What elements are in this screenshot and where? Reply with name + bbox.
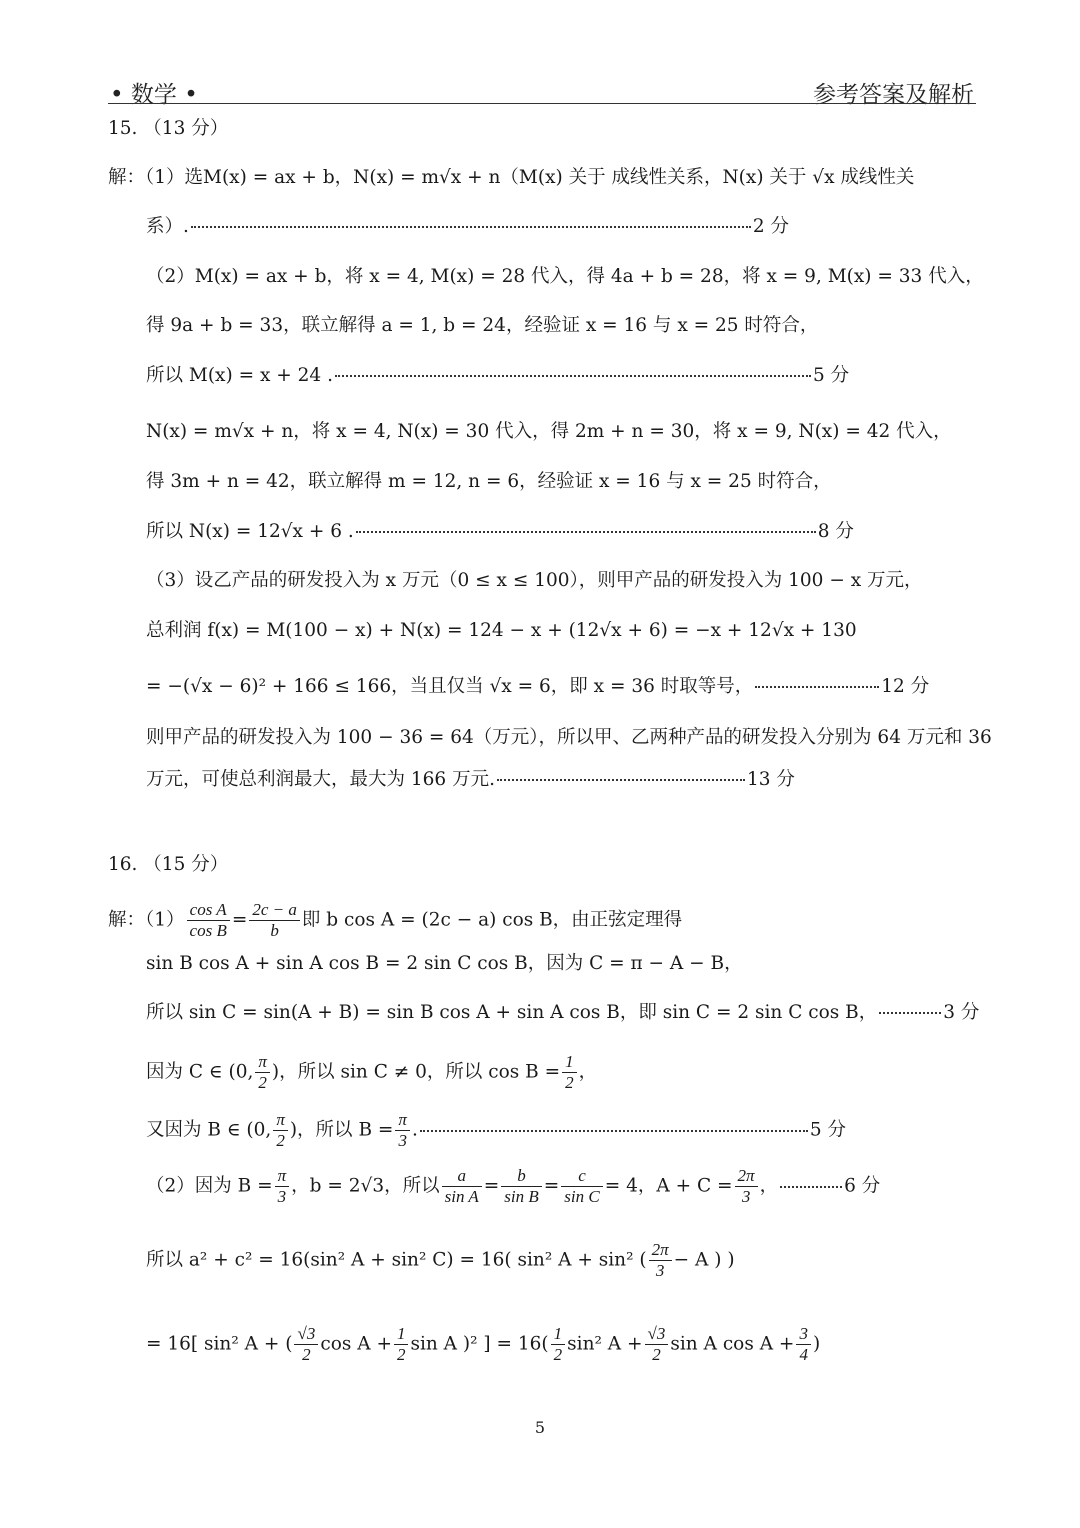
q15-line-7: 得 3m + n = 42，联立解得 m = 12, n = 6，经验证 x = 16 与 x = 25 时符合， <box>146 471 832 492</box>
q16-line-4-text: )，所以 sin C ≠ 0，所以 cos B = <box>271 1061 561 1083</box>
fraction <box>735 1166 758 1207</box>
dot-leader <box>191 226 751 228</box>
q16-line-3-text: 所以 sin C = sin(A + B) = sin B cos A + sin A cos B，即 sin C = 2 sin C cos B， <box>146 1002 878 1023</box>
numerator: 2π <box>735 1166 758 1187</box>
numerator: π <box>273 1110 288 1131</box>
q15-line-9: （3）设乙产品的研发投入为 x 万元（0 ≤ x ≤ 100），则甲产品的研发投入为 100 − x 万元， <box>146 570 923 591</box>
q16-line-4-text: 因为 C ∈ (0, <box>146 1061 254 1083</box>
numerator: 3 <box>796 1324 811 1345</box>
numerator: 2π <box>649 1240 672 1261</box>
fraction <box>187 900 230 941</box>
denominator: sin B <box>504 1187 539 1206</box>
numerator: π <box>275 1166 290 1187</box>
q16-line-7 <box>146 1240 735 1281</box>
q16-line-3 <box>146 999 979 1027</box>
q16-line-5-text: )，所以 B = <box>289 1119 394 1141</box>
q16-line-5 <box>146 1110 846 1151</box>
fraction <box>645 1324 669 1365</box>
q16-line-8-text: sin A cos A + <box>670 1333 795 1355</box>
score-mark: 12 分 <box>881 676 930 697</box>
numerator: a <box>442 1166 482 1187</box>
denominator: 2 <box>652 1345 661 1364</box>
numerator: b <box>501 1166 541 1187</box>
denominator: 2 <box>396 1345 406 1364</box>
denominator: 4 <box>799 1345 808 1364</box>
score-mark: 6 分 <box>844 1175 881 1197</box>
q15-line-4: 得 9a + b = 33，联立解得 a = 1, b = 24，经验证 x = 16 与 x = 25 时符合， <box>146 315 819 336</box>
denominator: 3 <box>741 1187 751 1206</box>
score-mark: 2 分 <box>752 216 790 237</box>
dot-leader <box>335 375 811 377</box>
numerator: 2c − a <box>249 900 300 921</box>
q15-line-3: （2）M(x) = ax + b，将 x = 4, M(x) = 28 代入，得 4a + b = 28，将 x = 9, M(x) = 33 代入， <box>146 266 984 287</box>
q16-line-8-text: ) <box>812 1333 821 1355</box>
numerator: 1 <box>551 1324 566 1345</box>
q15-line-11-text: = −(√x − 6)² + 166 ≤ 166，当且仅当 √x = 6，即 x = 36 时取等号， <box>146 676 754 697</box>
numerator: 1 <box>562 1052 577 1073</box>
fraction <box>562 1052 577 1093</box>
denominator: sin A <box>444 1187 479 1206</box>
q15-title: 15. （13 分） <box>108 118 229 139</box>
denominator: sin C <box>564 1187 600 1206</box>
q15-line-6: N(x) = m√x + n，将 x = 4, N(x) = 30 代入，得 2m + n = 30，将 x = 9, N(x) = 42 代入， <box>146 421 952 442</box>
q16-line-8-text: cos A + <box>320 1333 392 1355</box>
fraction <box>294 1324 318 1365</box>
fraction <box>395 1110 410 1151</box>
numerator: c <box>561 1166 602 1187</box>
fraction <box>275 1166 290 1207</box>
score-mark: 5 分 <box>809 1119 846 1141</box>
q16-line-1-text: 即 b cos A = (2c − a) cos B，由正弦定理得 <box>301 909 683 931</box>
q16-line-8 <box>146 1324 820 1365</box>
q15-line-1: 解：（1）选M(x) = ax + b，N(x) = m√x + n（M(x) 关于 成线性关系，N(x) 关于 √x 成线性关 <box>108 167 915 188</box>
denominator: 2 <box>276 1131 285 1150</box>
denominator: 3 <box>655 1261 665 1280</box>
q15-line-2 <box>146 213 789 241</box>
numerator: √3 <box>645 1324 669 1345</box>
fraction <box>796 1324 811 1365</box>
denominator: 3 <box>398 1131 407 1150</box>
fraction <box>561 1166 602 1207</box>
numerator: cos A <box>187 900 230 921</box>
fraction <box>649 1240 672 1281</box>
denominator: 2 <box>302 1345 311 1364</box>
q16-line-8-text: sin² A + <box>567 1333 643 1355</box>
denominator: b <box>270 921 279 940</box>
dot-leader <box>879 1012 941 1014</box>
q16-line-1-label: 解：（1） <box>108 909 185 931</box>
q16-line-6: （2）因为 B = $\frac{\pi}{3}$ ，b = 2√3，所以 $\frac{a}{\text{sin A}}$ = $\frac{b}{\text{sin B}}$ = $\frac{c}{\text{sin C}}$ = 4，A + C = $\frac{2\pi}{3}$ ， 6 分 <box>146 1166 881 1206</box>
q16-line-6-text: ， <box>759 1175 779 1197</box>
q16-line-1 <box>108 900 682 941</box>
numerator: π <box>255 1052 270 1073</box>
dot-leader <box>497 779 745 781</box>
fraction <box>501 1166 541 1207</box>
q15-line-10: 总利润 f(x) = M(100 − x) + N(x) = 124 − x + (12√x + 6) = −x + 12√x + 130 <box>146 620 857 641</box>
q15-line-11 <box>146 673 929 701</box>
header-title: 参考答案及解析 <box>813 82 974 108</box>
header-subject: • 数学 • <box>110 82 198 108</box>
denominator: 2 <box>553 1345 563 1364</box>
equals-sign: = <box>231 909 248 931</box>
dot-leader <box>420 1130 808 1132</box>
numerator: π <box>395 1110 410 1131</box>
q15-line-8-text: 所以 N(x) = 12√x + 6 . <box>146 521 354 542</box>
numerator: 1 <box>394 1324 409 1345</box>
q16-line-5-text: 又因为 B ∈ (0, <box>146 1119 272 1141</box>
q16-line-6-text: = 4，A + C = <box>604 1175 733 1197</box>
denominator: cos B <box>189 921 227 940</box>
q16-line-4-text: ， <box>578 1061 598 1083</box>
dot-leader <box>780 1186 842 1188</box>
score-mark: 5 分 <box>812 365 850 386</box>
q16-line-8-text: = 16[ sin² A + ( <box>146 1333 293 1355</box>
fraction <box>394 1324 409 1365</box>
q16-line-6-text: （2）因为 B = <box>146 1175 273 1197</box>
dot-leader <box>356 531 816 533</box>
q15-line-13-text: 万元，可使总利润最大，最大为 166 万元. <box>146 769 495 790</box>
q15-line-2-text: 系）. <box>146 216 189 237</box>
denominator: 2 <box>565 1073 574 1092</box>
denominator: 3 <box>277 1187 287 1206</box>
q15-line-5-text: 所以 M(x) = x + 24 . <box>146 365 333 386</box>
q15-line-8 <box>146 518 854 546</box>
fraction <box>442 1166 482 1207</box>
score-mark: 8 分 <box>817 521 854 542</box>
header-rule <box>108 103 976 104</box>
q16-line-6-text: ，b = 2√3，所以 <box>291 1175 440 1197</box>
q16-line-7-text: 所以 a² + c² = 16(sin² A + sin² C) = 16( sin² A + sin² ( <box>146 1249 647 1271</box>
q15-line-5 <box>146 362 849 390</box>
score-mark: 13 分 <box>746 769 795 790</box>
q16-line-5-text: . <box>411 1119 418 1141</box>
score-mark: 3 分 <box>943 1002 980 1023</box>
q15-line-13 <box>146 766 795 794</box>
q16-line-4 <box>146 1052 597 1093</box>
fraction <box>273 1110 288 1151</box>
q16-line-2: sin B cos A + sin A cos B = 2 sin C cos B，因为 C = π − A − B， <box>146 953 743 974</box>
q15-line-12: 则甲产品的研发投入为 100 − 36 = 64（万元），所以甲、乙两种产品的研发投入分别为 64 万元和 36 <box>146 727 992 748</box>
denominator: 2 <box>258 1073 267 1092</box>
fraction <box>551 1324 566 1365</box>
dot-leader <box>755 686 879 688</box>
q16-line-8-text: sin A )² ] = 16( <box>410 1333 549 1355</box>
fraction <box>255 1052 270 1093</box>
fraction <box>249 900 300 941</box>
page-number: 5 <box>534 1418 546 1437</box>
q16-line-7-text: − A ) ) <box>673 1249 735 1271</box>
numerator: √3 <box>294 1324 318 1345</box>
q16-title: 16. （15 分） <box>108 854 229 875</box>
